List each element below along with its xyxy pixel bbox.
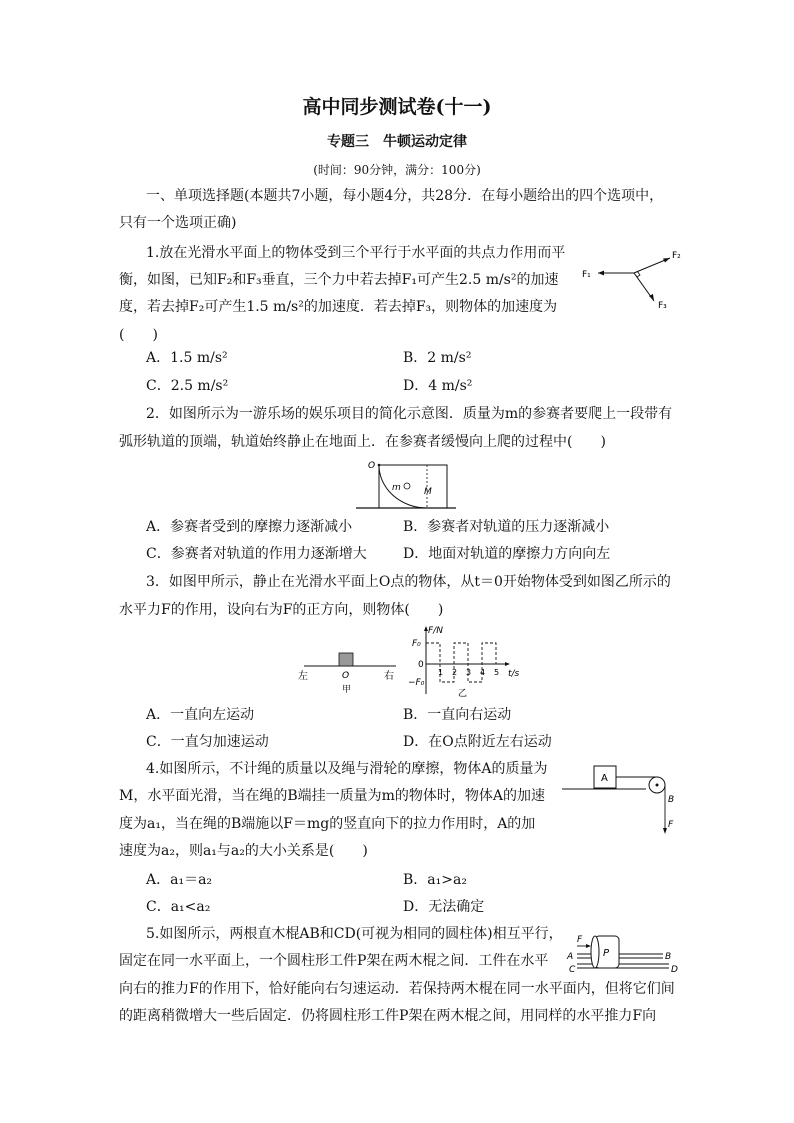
- zero-label: 0: [418, 660, 424, 670]
- q4-line4: 速度为a₂，则a₁与a₂的大小关系是( ): [119, 843, 368, 859]
- arc-track: [379, 465, 427, 508]
- f1-arrowhead: [598, 271, 604, 276]
- page-title: 高中同步测试卷(十一): [302, 96, 492, 118]
- q5-line1: 5.如图所示，两根直木棍AB和CD(可视为相同的圆柱体)相互平行，: [146, 926, 563, 942]
- q4-option-d: D．无法确定: [403, 899, 485, 915]
- t-axis-arrow: [505, 662, 510, 666]
- f-label: F: [577, 935, 583, 945]
- f0-label: F₀: [412, 639, 421, 649]
- q5-rods-diagram: [563, 928, 683, 978]
- time-info: (时间：90分钟，满分：100分): [313, 163, 481, 177]
- q1-option-b: B．2 m/s²: [403, 350, 472, 366]
- tick-1: 1: [438, 668, 444, 677]
- q5-line3: 向右的推力F的作用下，恰好能向右匀速运动．若保持两木棍在同一水平面内，但将它们间: [119, 981, 675, 997]
- point-o: [378, 464, 381, 467]
- section-heading-line1: 一、单项选择题(本题共7小题，每小题4分，共28分．在每小题给出的四个选项中，: [146, 188, 664, 204]
- q2-line2: 弧形轨道的顶端，轨道始终静止在地面上．在参赛者缓慢向上爬的过程中( ): [119, 434, 606, 450]
- right-label: 右: [384, 671, 394, 682]
- q1-option-d: D．4 m/s²: [403, 378, 473, 394]
- q1-line2: 衡，如图，已知F₂和F₃垂直，三个力中若去掉F₁可产生2.5 m/s²的加速: [119, 272, 559, 288]
- participant-icon: [404, 483, 410, 489]
- tick-5: 5: [494, 668, 500, 677]
- d-label: D: [671, 965, 678, 975]
- jia-label: 甲: [342, 685, 352, 695]
- q1-line3: 度，若去掉F₂可产生1.5 m/s²的加速度．若去掉F₃，则物体的加速度为: [119, 299, 558, 315]
- q3-force-time-graph: [404, 624, 528, 698]
- q1-line4: ( ): [119, 327, 158, 343]
- q2-line1: 2．如图所示为一游乐场的娱乐项目的简化示意图．质量为m的参赛者要爬上一段带有: [146, 406, 673, 422]
- section-heading-line2: 只有一个选项正确): [119, 215, 237, 231]
- f2-label: F₂: [672, 251, 681, 261]
- tick-3: 3: [466, 668, 472, 677]
- f-label: F: [668, 820, 674, 830]
- q1-option-c: C．2.5 m/s²: [146, 378, 229, 394]
- track-block: [379, 465, 447, 508]
- b-label: B: [668, 795, 675, 805]
- q3-option-a: A．一直向左运动: [146, 707, 255, 723]
- q1-force-diagram: [582, 246, 688, 314]
- q2-option-a: A．参赛者受到的摩擦力逐渐减小: [146, 519, 353, 535]
- q4-option-a: A．a₁＝a₂: [146, 872, 213, 888]
- right-angle-mark: [637, 271, 640, 277]
- f1-label: F₁: [582, 270, 591, 280]
- q4-option-b: B．a₁>a₂: [403, 872, 467, 888]
- b-label: B: [665, 952, 672, 962]
- neg-f0-label: −F₀: [408, 678, 425, 688]
- tick-2: 2: [452, 668, 458, 677]
- c-label: C: [569, 965, 576, 975]
- p-label: P: [603, 948, 610, 959]
- q4-line1: 4.如图所示，不计绳的质量以及绳与滑轮的摩擦，物体A的质量为: [146, 761, 548, 777]
- workpiece-end: [591, 936, 599, 968]
- f3-label: F₃: [658, 301, 667, 311]
- q3-line1: 3．如图甲所示，静止在光滑水平面上O点的物体，从t＝0开始物体受到如图乙所示的: [146, 574, 671, 590]
- q1-option-a: A．1.5 m/s²: [146, 350, 228, 366]
- q5-line2: 固定在同一水平面上，一个圆柱形工件P架在两木棍之间．工件在水平: [119, 953, 549, 969]
- push-force-arrowhead: [586, 944, 591, 948]
- q1-line1: 1.放在光滑水平面上的物体受到三个平行于水平面的共点力作用而平: [146, 245, 566, 261]
- q3-option-d: D．在O点附近左右运动: [403, 734, 552, 750]
- page-subtitle: 专题三 牛顿运动定律: [327, 134, 467, 150]
- yi-label: 乙: [458, 689, 468, 698]
- left-label: 左: [298, 671, 308, 682]
- q3-option-c: C．一直匀加速运动: [146, 734, 269, 750]
- object-block: [339, 653, 353, 666]
- q2-option-d: D．地面对轨道的摩擦力方向向左: [403, 546, 611, 562]
- a-label: A: [567, 952, 574, 962]
- f-axis-label: F/N: [428, 626, 443, 636]
- q2-option-c: C．参赛者对轨道的作用力逐渐增大: [146, 546, 367, 562]
- q4-line3: 度为a₁，当在绳的B端施以F＝mg的竖直向下的拉力作用时，A的加: [119, 816, 536, 832]
- q2-track-diagram: [354, 456, 458, 512]
- t-axis-label: t/s: [508, 669, 520, 679]
- q3-option-b: B．一直向右运动: [403, 707, 512, 723]
- q5-line4: 的距离稍微增大一些后固定．仍将圆柱形工件P架在两木棍之间，用同样的水平推力F向: [119, 1008, 657, 1024]
- f2-arrowhead: [663, 258, 670, 263]
- q4-pulley-diagram: [560, 758, 680, 838]
- big-m-label: M: [424, 487, 432, 497]
- force-square-wave: [426, 643, 496, 682]
- origin-label: O: [342, 671, 350, 681]
- o-label: O: [368, 461, 376, 471]
- tick-4: 4: [480, 668, 486, 677]
- pull-arrowhead: [663, 828, 667, 834]
- pulley-axle: [656, 784, 659, 787]
- q3-line2: 水平力F的作用，设向右为F的正方向，则物体( ): [119, 602, 444, 618]
- q2-option-b: B．参赛者对轨道的压力逐渐减小: [403, 519, 610, 535]
- q3-jia-diagram: [296, 645, 406, 695]
- a-label: A: [601, 773, 608, 784]
- m-label: m: [392, 483, 401, 493]
- q4-option-c: C．a₁<a₂: [146, 899, 211, 915]
- q4-line2: M，水平面光滑，当在绳的B端挂一质量为m的物体时，物体A的加速: [119, 788, 546, 804]
